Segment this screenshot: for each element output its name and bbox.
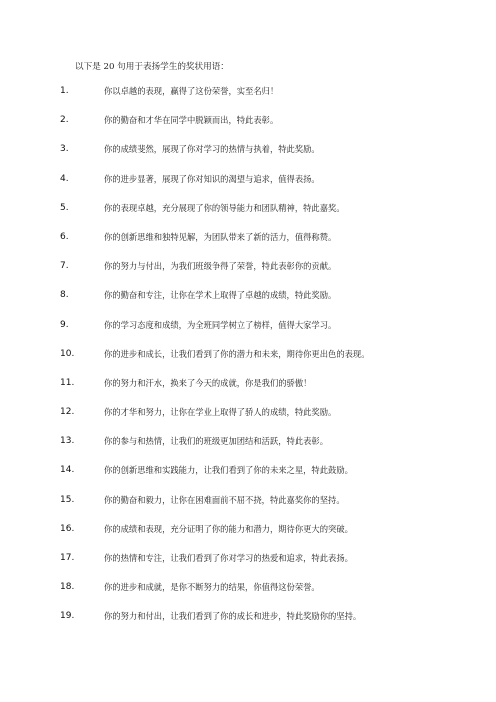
list-item [0,377,496,406]
item-text: 你的学习态度和成绩，为全班同学树立了榜样，值得大家学习。 [104,319,337,330]
item-number: 19. [60,611,75,622]
list-item [0,173,496,202]
item-text: 你的进步和成长，让我们看到了你的潜力和未来，期待你更出色的表现。 [104,348,370,359]
list-item [0,114,496,143]
item-number: 16. [60,523,75,534]
item-number: 10. [60,348,75,359]
list-item [0,552,496,581]
item-number: 8. [60,290,69,301]
item-number: 5. [60,202,69,213]
item-number: 3. [60,144,69,155]
item-text: 你的创新思维和实践能力，让我们看到了你的未来之星，特此鼓励。 [104,465,353,476]
item-text: 你的成绩斐然，展现了你对学习的热情与执着，特此奖励。 [104,144,320,155]
item-text: 你的努力与付出，为我们班级争得了荣誉，特此表彰你的贡献。 [104,261,337,272]
list-item [0,523,496,552]
item-number: 9. [60,319,69,330]
item-text: 你以卓越的表现，赢得了这份荣誉，实至名归！ [104,86,279,96]
list-item [0,231,496,260]
item-number: 1. [60,86,69,96]
list-item [0,202,496,231]
item-number: 6. [60,231,69,242]
list-item [0,143,496,172]
item-text: 你的表现卓越，充分展现了你的领导能力和团队精神，特此嘉奖。 [104,202,345,213]
item-number: 7. [60,261,69,272]
list-item [0,319,496,348]
item-number: 14. [60,465,75,476]
item-text: 你的参与和热情，让我们的班级更加团结和活跃，特此表彰。 [104,436,329,447]
item-text: 你的努力和汗水，换来了今天的成就，你是我们的骄傲！ [104,377,312,388]
item-number: 17. [60,553,75,563]
item-text: 你的勤奋和毅力，让你在困难面前不屈不挠，特此嘉奖你的坚持。 [104,494,345,505]
item-text: 你的努力和付出，让我们看到了你的成长和进步，特此奖励你的坚持。 [104,611,362,622]
intro-text: 以下是 20 句用于表扬学生的奖状用语： [75,62,229,72]
list-item [0,260,496,289]
list-item [0,348,496,377]
item-text: 你的勤奋和专注，让你在学术上取得了卓越的成绩，特此奖励。 [104,290,337,301]
list-item [0,435,496,464]
item-number: 13. [60,436,75,447]
item-number: 4. [60,173,69,184]
item-text: 你的热情和专注，让我们看到了你对学习的热爱和追求，特此表扬。 [104,553,353,563]
item-text: 你的进步显著，展现了你对知识的渴望与追求，值得表扬。 [104,173,320,184]
list-item [0,464,496,493]
item-text: 你的进步和成就，是你不断努力的结果，你值得这份荣誉。 [104,582,320,593]
list-item [0,289,496,318]
item-number: 11. [60,377,75,388]
commendation-list [0,85,496,640]
list-item [0,610,496,639]
list-item [0,581,496,610]
item-number: 2. [60,115,69,126]
item-text: 你的成绩和表现，充分证明了你的能力和潜力，期待你更大的突破。 [104,523,353,534]
item-text: 你的创新思维和独特见解，为团队带来了新的活力，值得称赞。 [104,231,337,242]
list-item [0,406,496,435]
item-text: 你的才华和努力，让你在学业上取得了骄人的成绩，特此奖励。 [104,407,337,418]
list-item [0,85,496,114]
item-number: 12. [60,407,75,418]
item-number: 18. [60,582,75,593]
list-item [0,494,496,523]
item-number: 15. [60,494,75,505]
item-text: 你的勤奋和才华在同学中脱颖而出，特此表彰。 [104,115,279,126]
